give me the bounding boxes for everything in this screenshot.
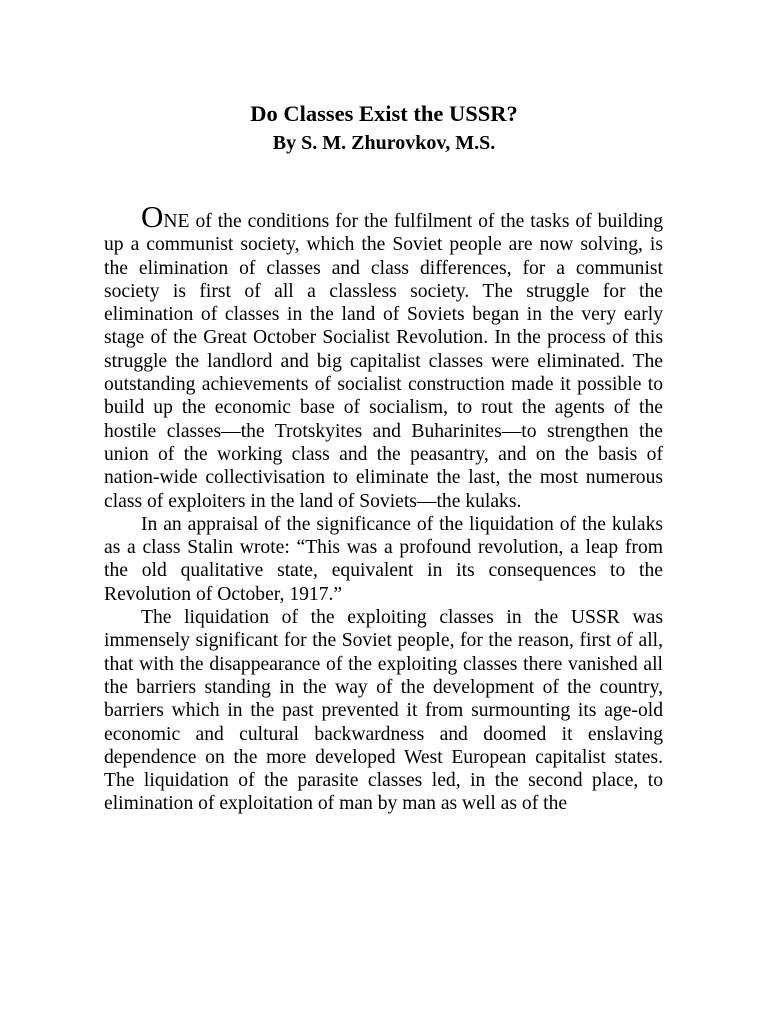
paragraph-1-text: of the conditions for the fulfilment of the tasks of building up a communist society, which the Soviet people are now solving, is the elimination of classes and class differences, for a communist society is first of all a classless society. The struggle for the elimination of classes in the land of Soviets began in the very early stage of the Great October Socialist Revolution. In the process of this struggle the landlord and big capitalist classes were eliminated. The outstanding achievements of socialist construction made it possible to build up the economic base of socialism, to rout the agents of the hostile classes—the Trotskyites and Buharinites—to strengthen the union of the working class and the peasantry, and on the basis of nation-wide collectivisation to eliminate the last, the most numerous class of exploiters in the land of Soviets—the kulaks. (104, 211, 663, 512)
paragraph-1 (104, 199, 663, 513)
paragraph-2: In an appraisal of the significance of the liquidation of the kulaks as a class Stalin wrote: “This was a profound revolution, a leap from the old qualitative state, equivalent in its consequences to the Revolution of October, 1917.” (104, 513, 663, 605)
article-body (104, 199, 663, 816)
small-caps-lead: NE (163, 211, 190, 232)
document-title: Do Classes Exist the USSR? (250, 101, 518, 126)
drop-cap-initial: O (141, 199, 164, 234)
paragraph-3: The liquidation of the exploiting classes in the USSR was immensely significant for the Soviet people, for the reason, first of all, that with the disappearance of the exploiting classes there vanished all the barriers standing in the way of the development of the country, barriers which in the past prevented it from surmounting its age-old economic and cultural backwardness and doomed it enslaving dependence on the more developed West European capitalist states. The liquidation of the parasite classes led, in the second place, to elimination of exploitation of man by man as well as of the (104, 607, 663, 815)
author-byline: By S. M. Zhurovkov, M.S. (272, 132, 496, 154)
